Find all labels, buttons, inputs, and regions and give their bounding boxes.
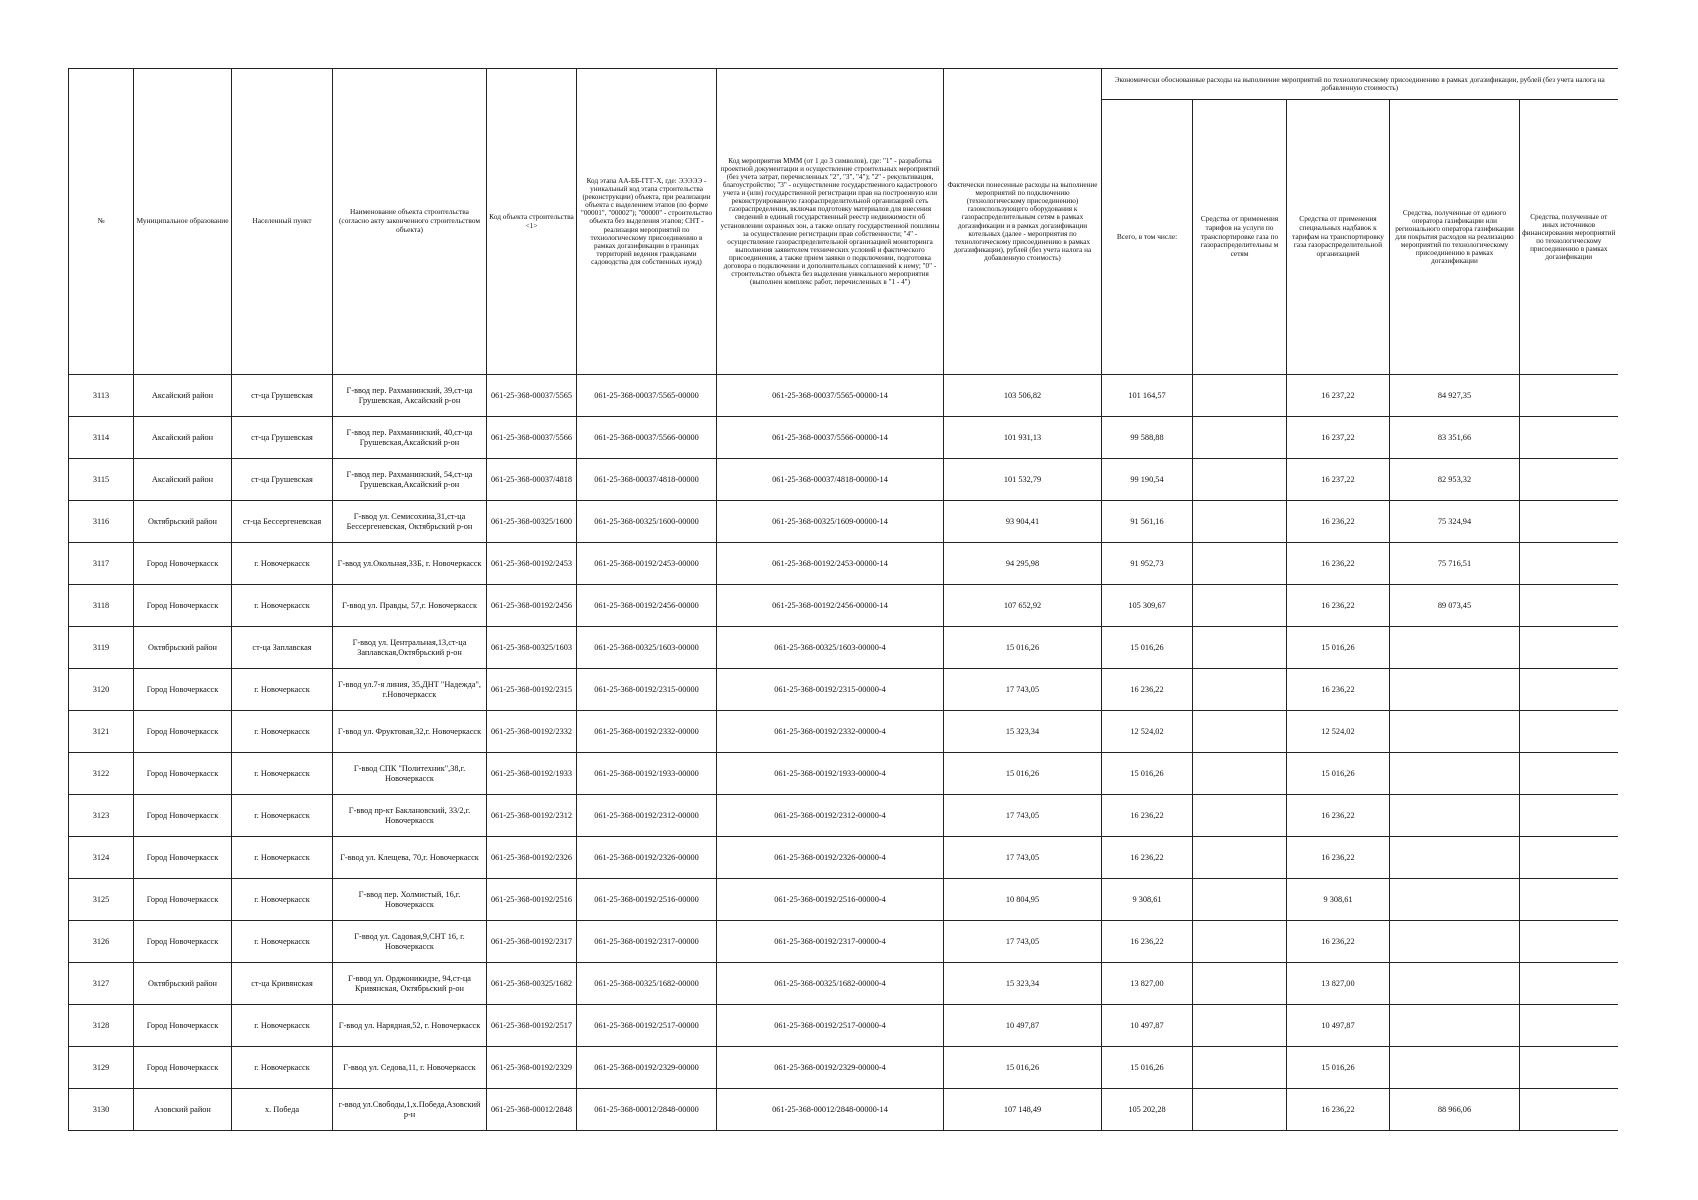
operator-funds-cell: [1390, 921, 1520, 963]
other-funds-cell: [1520, 753, 1618, 795]
settlement-cell: г. Новочеркасск: [232, 711, 333, 753]
surcharge-funds-cell: 15 016,26: [1287, 753, 1390, 795]
table-row: [69, 1005, 1618, 1047]
actual-costs-cell: 17 743,05: [944, 837, 1102, 879]
actual-costs-cell: 15 016,26: [944, 627, 1102, 669]
operator-funds-cell: 82 953,32: [1390, 459, 1520, 501]
total-cell: 99 588,88: [1102, 417, 1193, 459]
row-num: 3124: [69, 837, 134, 879]
actual-costs-cell: 103 506,82: [944, 375, 1102, 417]
row-num: 3123: [69, 795, 134, 837]
header-total: Всего, в том числе:: [1102, 100, 1193, 375]
operator-funds-cell: [1390, 1047, 1520, 1089]
other-funds-cell: [1520, 501, 1618, 543]
event-code-cell: 061-25-368-00192/2317-00000-4: [717, 921, 944, 963]
event-code-cell: 061-25-368-00325/1682-00000-4: [717, 963, 944, 1005]
total-cell: 13 827,00: [1102, 963, 1193, 1005]
total-cell: 105 202,28: [1102, 1089, 1193, 1131]
other-funds-cell: [1520, 711, 1618, 753]
header-other-funds: Средства, полученные от иных источников финансирования мероприятий по технологическому присоединению в рамках догазификации: [1520, 100, 1618, 375]
actual-costs-cell: 17 743,05: [944, 669, 1102, 711]
tariff-funds-cell: [1193, 627, 1287, 669]
operator-funds-cell: [1390, 669, 1520, 711]
object-code-cell: 061-25-368-00192/2516: [487, 879, 577, 921]
municipality-cell: Город Новочеркасск: [134, 669, 232, 711]
other-funds-cell: [1520, 921, 1618, 963]
event-code-cell: 061-25-368-00192/2326-00000-4: [717, 837, 944, 879]
object-name-cell: Г-ввод ул. Седова,11, г. Новочеркасск: [333, 1047, 487, 1089]
settlement-cell: ст-ца Заплавская: [232, 627, 333, 669]
tariff-funds-cell: [1193, 711, 1287, 753]
municipality-cell: Город Новочеркасск: [134, 837, 232, 879]
municipality-cell: Город Новочеркасск: [134, 543, 232, 585]
stage-code-cell: 061-25-368-00192/2312-00000: [577, 795, 717, 837]
table-row: [69, 543, 1618, 585]
event-code-cell: 061-25-368-00192/2517-00000-4: [717, 1005, 944, 1047]
other-funds-cell: [1520, 837, 1618, 879]
table-row: [69, 669, 1618, 711]
stage-code-cell: 061-25-368-00037/4818-00000: [577, 459, 717, 501]
surcharge-funds-cell: 16 236,22: [1287, 585, 1390, 627]
municipality-cell: Аксайский район: [134, 417, 232, 459]
actual-costs-cell: 17 743,05: [944, 921, 1102, 963]
object-name-cell: Г-ввод ул. Садовая,9,СНТ 16, г. Новочеркасск: [333, 921, 487, 963]
actual-costs-cell: 107 652,92: [944, 585, 1102, 627]
operator-funds-cell: 75 324,94: [1390, 501, 1520, 543]
header-actual-costs: Фактически понесенные расходы на выполнение мероприятий по подключению (технологическому присоединению) газоиспользующего оборудования к газораспределительным сетям в рамках догазификации и в рамках догазификации котельных (далее - мероприятия по технологическому присоединению в рамках догазификации), рублей (без учета налога на добавленную стоимость): [944, 69, 1102, 375]
table-header: [69, 69, 1618, 375]
header-stage-code: Код этапа АА-ББ-ГГГ-Х, где: ЭЭЭЭЭ - уникальный код этапа строительства (реконструкции) объекта, при реализации объекта с выделением этапов (по форме "00001", "00002"); "00000" - строительство объекта без выделения этапов; СНТ - реализация мероприятий по технологическому присоединению в рамках догазификации в границах территорий ведения гражданами садоводства для собственных нужд): [577, 69, 717, 375]
object-name-cell: Г-ввод ул.7-я линия, 35,ДНТ "Надежда", г.Новочеркасск: [333, 669, 487, 711]
stage-code-cell: 061-25-368-00192/2326-00000: [577, 837, 717, 879]
other-funds-cell: [1520, 795, 1618, 837]
municipality-cell: Город Новочеркасск: [134, 921, 232, 963]
object-code-cell: 061-25-368-00037/4818: [487, 459, 577, 501]
actual-costs-cell: 17 743,05: [944, 795, 1102, 837]
table-row: [69, 1047, 1618, 1089]
tariff-funds-cell: [1193, 921, 1287, 963]
header-economic-group: Экономически обоснованные расходы на выполнение мероприятий по технологическому присоединению в рамках догазификации, рублей (без учета налога на добавленную стоимость): [1102, 69, 1618, 100]
stage-code-cell: 061-25-368-00037/5565-00000: [577, 375, 717, 417]
stage-code-cell: 061-25-368-00192/2516-00000: [577, 879, 717, 921]
object-code-cell: 061-25-368-00192/1933: [487, 753, 577, 795]
event-code-cell: 061-25-368-00192/2329-00000-4: [717, 1047, 944, 1089]
other-funds-cell: [1520, 627, 1618, 669]
header-operator-funds: Средства, полученные от единого оператора газификации или регионального оператора газификации для покрытия расходов на реализацию мероприятий по технологическому присоединению в рамках догазификации: [1390, 100, 1520, 375]
actual-costs-cell: 94 295,98: [944, 543, 1102, 585]
other-funds-cell: [1520, 543, 1618, 585]
tariff-funds-cell: [1193, 837, 1287, 879]
total-cell: 16 236,22: [1102, 921, 1193, 963]
surcharge-funds-cell: 16 237,22: [1287, 459, 1390, 501]
object-name-cell: Г-ввод пер. Рахманинский, 39,ст-ца Грушевская, Аксайский р-он: [333, 375, 487, 417]
object-name-cell: Г-ввод ул. Орджоникидзе, 94,ст-ца Кривянская, Октябрьский р-он: [333, 963, 487, 1005]
operator-funds-cell: 88 966,06: [1390, 1089, 1520, 1131]
object-code-cell: 061-25-368-00192/2326: [487, 837, 577, 879]
municipality-cell: Октябрьский район: [134, 627, 232, 669]
municipality-cell: Город Новочеркасск: [134, 711, 232, 753]
surcharge-funds-cell: 9 308,61: [1287, 879, 1390, 921]
settlement-cell: г. Новочеркасск: [232, 585, 333, 627]
tariff-funds-cell: [1193, 501, 1287, 543]
row-num: 3120: [69, 669, 134, 711]
event-code-cell: 061-25-368-00037/5566-00000-14: [717, 417, 944, 459]
total-cell: 91 561,16: [1102, 501, 1193, 543]
table-row: [69, 417, 1618, 459]
table-row: [69, 627, 1618, 669]
operator-funds-cell: [1390, 795, 1520, 837]
header-event-code: Код мероприятия МММ (от 1 до 3 символов), где: "1" - разработка проектной документации и осуществление строительных мероприятий (без учета затрат, перечисленных "2", "3", "4"); "2" - рекультивация, благоустройство; "3" - осуществление государственного кадастрового учета и (или) государственной регистрации прав на построенную или реконструированную газораспределительной организацией сеть газораспределения, включая подготовку материалов для внесения сведений в единый государственный реестр недвижимости об установлении охранных зон, а также оплату государственной пошлины за осуществление регистрации прав собственности; "4" - осуществление газораспределительной организацией мониторинга выполнения заявителем технических условий и фактического присоединения, а также прием заявки о подключении, подготовка договора о подключении и дополнительных соглашений к нему; "0" - строительство объекта без выделения уникального мероприятия (выполнен комплекс работ, перечисленных в "1 - 4"): [717, 69, 944, 375]
municipality-cell: Город Новочеркасск: [134, 879, 232, 921]
municipality-cell: Аксайский район: [134, 375, 232, 417]
object-name-cell: Г-ввод пер. Рахманинский, 54,ст-ца Грушевская,Аксайский р-он: [333, 459, 487, 501]
surcharge-funds-cell: 15 016,26: [1287, 1047, 1390, 1089]
settlement-cell: х. Победа: [232, 1089, 333, 1131]
tariff-funds-cell: [1193, 585, 1287, 627]
stage-code-cell: 061-25-368-00192/2315-00000: [577, 669, 717, 711]
event-code-cell: 061-25-368-00192/2312-00000-4: [717, 795, 944, 837]
municipality-cell: Октябрьский район: [134, 501, 232, 543]
other-funds-cell: [1520, 1089, 1618, 1131]
other-funds-cell: [1520, 459, 1618, 501]
surcharge-funds-cell: 16 236,22: [1287, 921, 1390, 963]
operator-funds-cell: [1390, 753, 1520, 795]
table-row: [69, 837, 1618, 879]
event-code-cell: 061-25-368-00192/2516-00000-4: [717, 879, 944, 921]
object-code-cell: 061-25-368-00192/2315: [487, 669, 577, 711]
total-cell: 105 309,67: [1102, 585, 1193, 627]
stage-code-cell: 061-25-368-00192/2453-00000: [577, 543, 717, 585]
table-row: [69, 585, 1618, 627]
object-name-cell: г-ввод ул.Свободы,1,х.Победа,Азовский р-н: [333, 1089, 487, 1131]
municipality-cell: Город Новочеркасск: [134, 585, 232, 627]
tariff-funds-cell: [1193, 753, 1287, 795]
row-num: 3128: [69, 1005, 134, 1047]
event-code-cell: 061-25-368-00192/1933-00000-4: [717, 753, 944, 795]
row-num: 3116: [69, 501, 134, 543]
total-cell: 10 497,87: [1102, 1005, 1193, 1047]
surcharge-funds-cell: 16 236,22: [1287, 543, 1390, 585]
object-code-cell: 061-25-368-00192/2456: [487, 585, 577, 627]
row-num: 3122: [69, 753, 134, 795]
settlement-cell: ст-ца Бессергеневская: [232, 501, 333, 543]
actual-costs-cell: 10 804,95: [944, 879, 1102, 921]
event-code-cell: 061-25-368-00012/2848-00000-14: [717, 1089, 944, 1131]
surcharge-funds-cell: 16 237,22: [1287, 417, 1390, 459]
header-num: №: [69, 69, 134, 375]
table-row: [69, 795, 1618, 837]
object-code-cell: 061-25-368-00037/5566: [487, 417, 577, 459]
object-name-cell: Г-ввод пер. Рахманинский, 40,ст-ца Грушевская,Аксайский р-он: [333, 417, 487, 459]
total-cell: 12 524,02: [1102, 711, 1193, 753]
actual-costs-cell: 107 148,49: [944, 1089, 1102, 1131]
header-object-code: Код объекта строительства <1>: [487, 69, 577, 375]
object-code-cell: 061-25-368-00037/5565: [487, 375, 577, 417]
surcharge-funds-cell: 12 524,02: [1287, 711, 1390, 753]
surcharge-funds-cell: 15 016,26: [1287, 627, 1390, 669]
stage-code-cell: 061-25-368-00325/1603-00000: [577, 627, 717, 669]
event-code-cell: 061-25-368-00325/1609-00000-14: [717, 501, 944, 543]
tariff-funds-cell: [1193, 795, 1287, 837]
stage-code-cell: 061-25-368-00325/1682-00000: [577, 963, 717, 1005]
tariff-funds-cell: [1193, 417, 1287, 459]
object-name-cell: Г-ввод ул. Семисохина,31,ст-ца Бессергеневская, Октябрьский р-он: [333, 501, 487, 543]
total-cell: 15 016,26: [1102, 627, 1193, 669]
stage-code-cell: 061-25-368-00192/2317-00000: [577, 921, 717, 963]
other-funds-cell: [1520, 1005, 1618, 1047]
stage-code-cell: 061-25-368-00192/2332-00000: [577, 711, 717, 753]
settlement-cell: г. Новочеркасск: [232, 669, 333, 711]
row-num: 3125: [69, 879, 134, 921]
event-code-cell: 061-25-368-00192/2456-00000-14: [717, 585, 944, 627]
object-name-cell: Г-ввод СПК "Политехник",38,г. Новочеркасск: [333, 753, 487, 795]
surcharge-funds-cell: 10 497,87: [1287, 1005, 1390, 1047]
actual-costs-cell: 93 904,41: [944, 501, 1102, 543]
surcharge-funds-cell: 16 237,22: [1287, 375, 1390, 417]
other-funds-cell: [1520, 1047, 1618, 1089]
operator-funds-cell: [1390, 837, 1520, 879]
event-code-cell: 061-25-368-00037/4818-00000-14: [717, 459, 944, 501]
header-tariff-funds: Средства от применения тарифов на услуги по транспортировке газа по газораспределительны м сетям: [1193, 100, 1287, 375]
row-num: 3130: [69, 1089, 134, 1131]
surcharge-funds-cell: 13 827,00: [1287, 963, 1390, 1005]
tariff-funds-cell: [1193, 963, 1287, 1005]
stage-code-cell: 061-25-368-00012/2848-00000: [577, 1089, 717, 1131]
surcharge-funds-cell: 16 236,22: [1287, 501, 1390, 543]
settlement-cell: ст-ца Грушевская: [232, 459, 333, 501]
document-sheet: [68, 68, 1618, 1131]
operator-funds-cell: [1390, 963, 1520, 1005]
event-code-cell: 061-25-368-00192/2315-00000-4: [717, 669, 944, 711]
table-row: [69, 375, 1618, 417]
operator-funds-cell: [1390, 711, 1520, 753]
municipality-cell: Октябрьский район: [134, 963, 232, 1005]
total-cell: 15 016,26: [1102, 1047, 1193, 1089]
total-cell: 9 308,61: [1102, 879, 1193, 921]
stage-code-cell: 061-25-368-00192/2456-00000: [577, 585, 717, 627]
row-num: 3127: [69, 963, 134, 1005]
догазификация-table: [68, 68, 1618, 1131]
stage-code-cell: 061-25-368-00037/5566-00000: [577, 417, 717, 459]
settlement-cell: г. Новочеркасск: [232, 753, 333, 795]
municipality-cell: Азовский район: [134, 1089, 232, 1131]
tariff-funds-cell: [1193, 1089, 1287, 1131]
event-code-cell: 061-25-368-00325/1603-00000-4: [717, 627, 944, 669]
settlement-cell: г. Новочеркасск: [232, 837, 333, 879]
total-cell: 99 190,54: [1102, 459, 1193, 501]
settlement-cell: ст-ца Грушевская: [232, 417, 333, 459]
row-num: 3114: [69, 417, 134, 459]
operator-funds-cell: 84 927,35: [1390, 375, 1520, 417]
tariff-funds-cell: [1193, 669, 1287, 711]
table-row: [69, 711, 1618, 753]
table-row: [69, 879, 1618, 921]
object-name-cell: Г-ввод ул. Нарядная,52, г. Новочеркасск: [333, 1005, 487, 1047]
table-row: [69, 753, 1618, 795]
event-code-cell: 061-25-368-00192/2332-00000-4: [717, 711, 944, 753]
total-cell: 16 236,22: [1102, 795, 1193, 837]
header-object-name: Наименование объекта строительства (согласно акту законченного строительством объекта): [333, 69, 487, 375]
row-num: 3113: [69, 375, 134, 417]
object-code-cell: 061-25-368-00192/2329: [487, 1047, 577, 1089]
settlement-cell: ст-ца Кривянская: [232, 963, 333, 1005]
other-funds-cell: [1520, 585, 1618, 627]
object-name-cell: Г-ввод пер. Холмистый, 16,г. Новочеркасск: [333, 879, 487, 921]
object-code-cell: 061-25-368-00192/2317: [487, 921, 577, 963]
settlement-cell: г. Новочеркасск: [232, 921, 333, 963]
operator-funds-cell: 89 073,45: [1390, 585, 1520, 627]
surcharge-funds-cell: 16 236,22: [1287, 837, 1390, 879]
operator-funds-cell: [1390, 879, 1520, 921]
row-num: 3118: [69, 585, 134, 627]
tariff-funds-cell: [1193, 1005, 1287, 1047]
tariff-funds-cell: [1193, 1047, 1287, 1089]
municipality-cell: Город Новочеркасск: [134, 753, 232, 795]
actual-costs-cell: 101 931,13: [944, 417, 1102, 459]
object-name-cell: Г-ввод ул. Клещева, 70,г. Новочеркасск: [333, 837, 487, 879]
operator-funds-cell: 83 351,66: [1390, 417, 1520, 459]
stage-code-cell: 061-25-368-00325/1600-00000: [577, 501, 717, 543]
settlement-cell: г. Новочеркасск: [232, 879, 333, 921]
object-code-cell: 061-25-368-00325/1603: [487, 627, 577, 669]
tariff-funds-cell: [1193, 375, 1287, 417]
object-code-cell: 061-25-368-00192/2453: [487, 543, 577, 585]
total-cell: 15 016,26: [1102, 753, 1193, 795]
other-funds-cell: [1520, 963, 1618, 1005]
total-cell: 16 236,22: [1102, 669, 1193, 711]
municipality-cell: Город Новочеркасск: [134, 1005, 232, 1047]
total-cell: 16 236,22: [1102, 837, 1193, 879]
settlement-cell: г. Новочеркасск: [232, 795, 333, 837]
object-code-cell: 061-25-368-00012/2848: [487, 1089, 577, 1131]
actual-costs-cell: 15 323,34: [944, 711, 1102, 753]
object-name-cell: Г-ввод ул. Правды, 57,г. Новочеркасск: [333, 585, 487, 627]
row-num: 3115: [69, 459, 134, 501]
row-num: 3117: [69, 543, 134, 585]
table-body: [69, 375, 1618, 1131]
object-code-cell: 061-25-368-00192/2312: [487, 795, 577, 837]
tariff-funds-cell: [1193, 543, 1287, 585]
header-surcharge-funds: Средства от применения специальных надбавок к тарифам на транспортировку газа газораспределительной организацией: [1287, 100, 1390, 375]
stage-code-cell: 061-25-368-00192/2517-00000: [577, 1005, 717, 1047]
settlement-cell: г. Новочеркасск: [232, 1005, 333, 1047]
operator-funds-cell: 75 716,51: [1390, 543, 1520, 585]
other-funds-cell: [1520, 375, 1618, 417]
object-name-cell: Г-ввод ул. Фруктовая,32,г. Новочеркасск: [333, 711, 487, 753]
table-row: [69, 1089, 1618, 1131]
municipality-cell: Город Новочеркасск: [134, 1047, 232, 1089]
tariff-funds-cell: [1193, 879, 1287, 921]
header-settlement: Населенный пункт: [232, 69, 333, 375]
operator-funds-cell: [1390, 1005, 1520, 1047]
actual-costs-cell: 15 016,26: [944, 753, 1102, 795]
total-cell: 101 164,57: [1102, 375, 1193, 417]
settlement-cell: ст-ца Грушевская: [232, 375, 333, 417]
other-funds-cell: [1520, 417, 1618, 459]
table-row: [69, 921, 1618, 963]
row-num: 3129: [69, 1047, 134, 1089]
other-funds-cell: [1520, 669, 1618, 711]
object-code-cell: 061-25-368-00325/1682: [487, 963, 577, 1005]
object-name-cell: Г-ввод ул.Окольная,33Б, г. Новочеркасск: [333, 543, 487, 585]
other-funds-cell: [1520, 879, 1618, 921]
object-code-cell: 061-25-368-00192/2517: [487, 1005, 577, 1047]
row-num: 3126: [69, 921, 134, 963]
header-municipality: Муниципальное образование: [134, 69, 232, 375]
table-row: [69, 963, 1618, 1005]
operator-funds-cell: [1390, 627, 1520, 669]
event-code-cell: 061-25-368-00037/5565-00000-14: [717, 375, 944, 417]
settlement-cell: г. Новочеркасск: [232, 1047, 333, 1089]
municipality-cell: Аксайский район: [134, 459, 232, 501]
row-num: 3119: [69, 627, 134, 669]
settlement-cell: г. Новочеркасск: [232, 543, 333, 585]
surcharge-funds-cell: 16 236,22: [1287, 669, 1390, 711]
row-num: 3121: [69, 711, 134, 753]
stage-code-cell: 061-25-368-00192/2329-00000: [577, 1047, 717, 1089]
object-code-cell: 061-25-368-00192/2332: [487, 711, 577, 753]
tariff-funds-cell: [1193, 459, 1287, 501]
object-name-cell: Г-ввод ул. Центральная,13,ст-ца Заплавская,Октябрьский р-он: [333, 627, 487, 669]
object-code-cell: 061-25-368-00325/1600: [487, 501, 577, 543]
actual-costs-cell: 101 532,79: [944, 459, 1102, 501]
object-name-cell: Г-ввод пр-кт Баклановский, 33/2,г. Новочеркасск: [333, 795, 487, 837]
surcharge-funds-cell: 16 236,22: [1287, 795, 1390, 837]
municipality-cell: Город Новочеркасск: [134, 795, 232, 837]
actual-costs-cell: 10 497,87: [944, 1005, 1102, 1047]
actual-costs-cell: 15 323,34: [944, 963, 1102, 1005]
stage-code-cell: 061-25-368-00192/1933-00000: [577, 753, 717, 795]
event-code-cell: 061-25-368-00192/2453-00000-14: [717, 543, 944, 585]
total-cell: 91 952,73: [1102, 543, 1193, 585]
table-row: [69, 501, 1618, 543]
surcharge-funds-cell: 16 236,22: [1287, 1089, 1390, 1131]
table-row: [69, 459, 1618, 501]
actual-costs-cell: 15 016,26: [944, 1047, 1102, 1089]
